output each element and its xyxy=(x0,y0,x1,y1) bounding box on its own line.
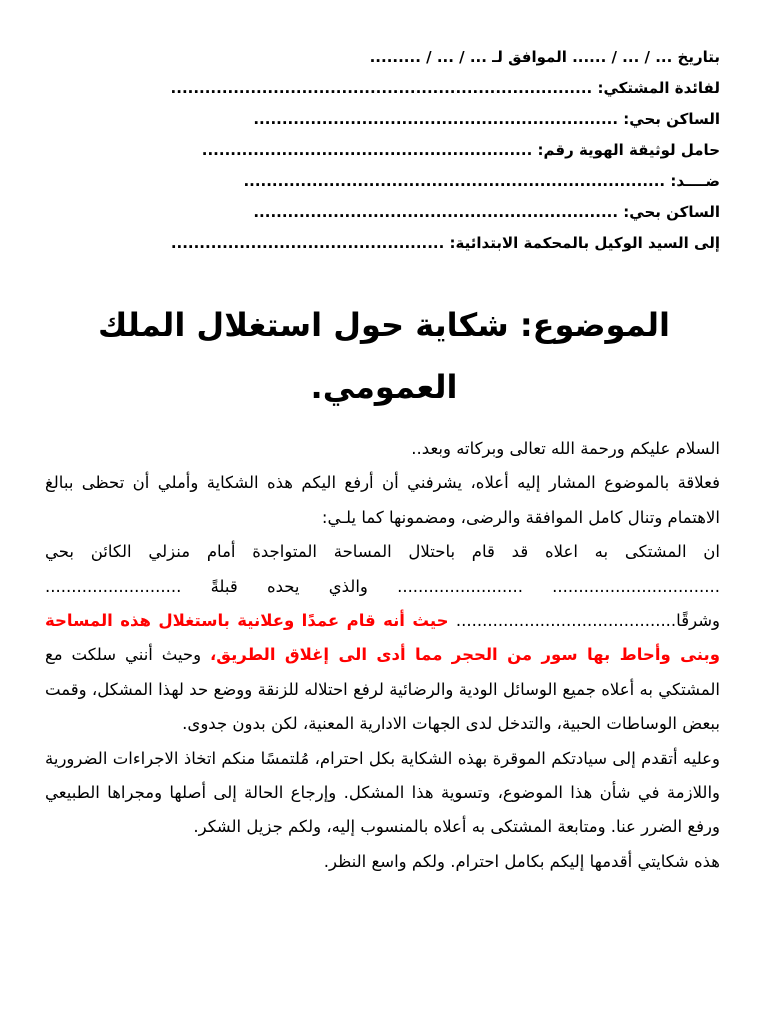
closing-paragraph: هذه شكايتي أقدمها إليكم بكامل احترام. ولكم واسع النظر. xyxy=(323,851,720,871)
date-line: بتاريخ ... / ... / ...... الموافق لـ ... / ... / ......... xyxy=(369,48,720,66)
letter-body xyxy=(45,432,720,879)
facts-emphasis-text: حيث أنه قام عمدًا وعلانية باستغلال هذه المساحة وبنى وأحاط بها سور من الحجر مما أدى الى إغلاق الطريق، xyxy=(45,611,720,665)
intro-paragraph: فعلاقة بالموضوع المشار إليه أعلاه، يشرفني أن أرفع اليكم هذه الشكاية وأملي أن تحظى ببالغ الاهتمام وتنال كامل الموافقة والرضى، ومضمونها كما يلـي: xyxy=(45,473,720,527)
greeting-paragraph: السلام عليكم ورحمة الله تعالى وبركاته وبعد.. xyxy=(411,439,720,458)
letter-header xyxy=(40,42,720,259)
facts-text-end: وحيث أنني سلكت مع المشتكي به أعلاه جميع الوسائل الودية والرضائية لرفع احتلاله للزنقة ووضع حد لهذا المشكل، وقمت ببعض الوساطات الحبية، والتدخل لدى الجهات الادارية المعنية، لكن بدون جدوى. xyxy=(45,645,720,734)
against-line: ضــــد: .......................................................................... xyxy=(243,172,720,190)
request-paragraph: وعليه أتقدم إلى سيادتكم الموقرة بهذه الشكاية بكل احترام، مُلتمسًا منكم اتخاذ الاجراءات الضرورية واللازمة في شأن هذا الموضوع، وتسوية هذا المشكل. وإرجاع الحالة إلى أصلها ومجراها الطبيعي ورفع الضرر عنا. ومتابعة المشتكى به أعلاه بالمنسوب إليه، ولكم جزيل الشكر. xyxy=(45,748,720,837)
addressee-line: إلى السيد الوكيل بالمحكمة الابتدائية: ................................................ xyxy=(170,234,720,252)
facts-paragraph xyxy=(45,535,720,741)
defendant-residence-line: الساكن بحي: ................................................................ xyxy=(253,203,720,221)
id-card-line: حامل لوثيقة الهوية رقم: .......................................................... xyxy=(201,141,720,159)
subject-heading: الموضوع: شكاية حول استغلال الملك العمومي. xyxy=(97,306,671,406)
beneficiary-line: لفائدة المشتكي: .......................................................................... xyxy=(170,79,720,97)
facts-text-start: ان المشتكى به اعلاه قد قام باحتلال المساحة المتواجدة أمام منزلي الكائن بحي ................................ ........................ والذي يحده قبلةً .......................... وشرقًا.......................................... xyxy=(45,542,720,631)
complainant-residence-line: الساكن بحي: ................................................................ xyxy=(253,110,720,128)
